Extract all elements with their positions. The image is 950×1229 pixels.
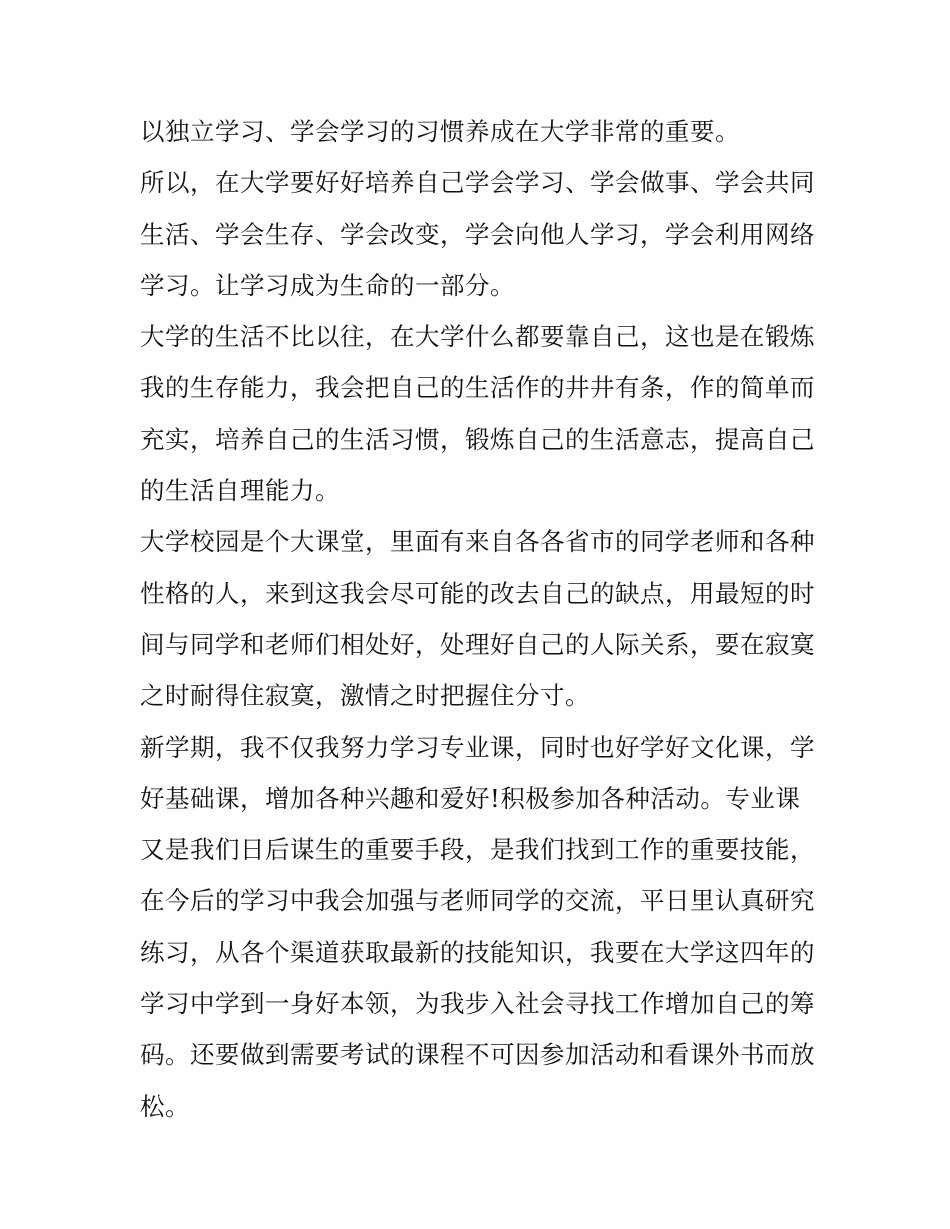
text-line: 所以，在大学要好好培养自己学会学习、学会做事、学会共同: [140, 168, 815, 198]
text-line: 新学期，我不仅我努力学习专业课，同时也好学好文化课，学: [140, 732, 815, 762]
paragraph-campus-relationships: [140, 516, 820, 721]
text-line: 我的生存能力，我会把自己的生活作的井井有条，作的简单而: [140, 373, 815, 403]
text-line: 大学的生活不比以往，在大学什么都要靠自己，这也是在锻炼: [140, 322, 815, 352]
text-line: 在今后的学习中我会加强与老师同学的交流，平日里认真研究: [140, 886, 815, 916]
text-line: 间与同学和老师们相处好，处理好自己的人际关系，要在寂寞: [140, 629, 815, 659]
text-line: 练习，从各个渠道获取最新的技能知识，我要在大学这四年的: [140, 937, 815, 967]
paragraph-new-semester: [140, 722, 820, 1132]
text-line: 松。: [140, 1091, 190, 1121]
text-line: 学习中学到一身好本领，为我步入社会寻找工作增加自己的筹: [140, 989, 815, 1019]
text-line: 的生活自理能力。: [140, 476, 340, 506]
text-line: 码。还要做到需要考试的课程不可因参加活动和看课外书而放: [140, 1040, 815, 1070]
text-line: 又是我们日后谋生的重要手段，是我们找到工作的重要技能，: [140, 835, 815, 865]
text-line: 之时耐得住寂寞，激情之时把握住分寸。: [140, 681, 590, 711]
paragraph-self-reliance: [140, 311, 820, 516]
text-line: 大学校园是个大课堂，里面有来自各各省市的同学老师和各种: [140, 527, 815, 557]
document-body: [140, 106, 820, 1132]
text-line: 以独立学习、学会学习的习惯养成在大学非常的重要。: [140, 117, 740, 146]
text-line: 生活、学会生存、学会改变，学会向他人学习，学会利用网络: [140, 219, 815, 249]
paragraph-learn-skills: [140, 157, 820, 311]
text-line: 性格的人，来到这我会尽可能的改去自己的缺点，用最短的时: [140, 578, 815, 608]
paragraph-study-habits: [140, 106, 820, 157]
text-line: 学习。让学习成为生命的一部分。: [140, 270, 515, 300]
text-line: 充实，培养自己的生活习惯，锻炼自己的生活意志，提高自己: [140, 424, 815, 454]
text-line: 好基础课，增加各种兴趣和爱好!积极参加各种活动。专业课: [140, 783, 801, 813]
